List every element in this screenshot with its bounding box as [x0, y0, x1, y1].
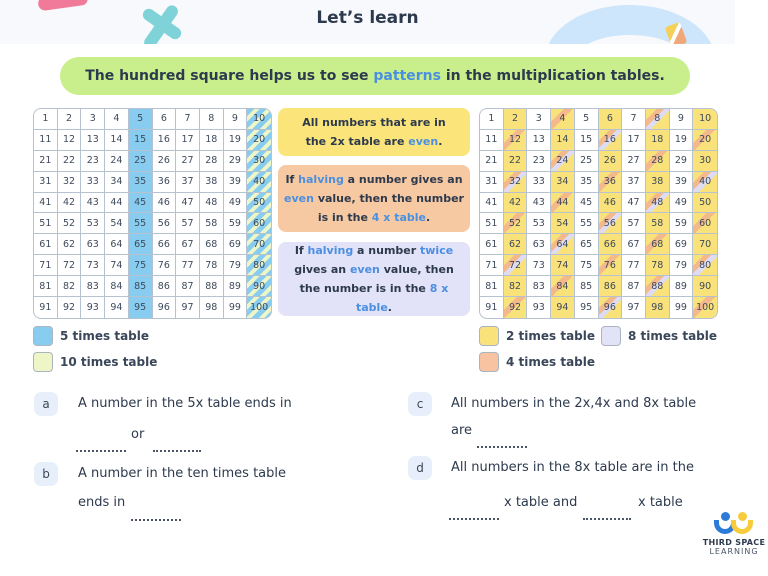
- grid-cell: 32: [504, 172, 528, 193]
- question-b-text-2: ends in: [78, 495, 126, 510]
- grid-cell: 87: [176, 276, 200, 297]
- grid-cell: 89: [224, 276, 248, 297]
- grid-cell: 42: [504, 193, 528, 214]
- grid-cell: 64: [105, 234, 129, 255]
- grid-cell: 69: [670, 234, 694, 255]
- grid-cell: 52: [504, 213, 528, 234]
- grid-cell: 31: [480, 172, 504, 193]
- grid-cell: 18: [200, 130, 224, 151]
- grid-cell: 38: [200, 172, 224, 193]
- grid-cell: 63: [527, 234, 551, 255]
- grid-cell: 54: [105, 213, 129, 234]
- grid-cell: 96: [599, 297, 623, 318]
- grid-cell: 66: [599, 234, 623, 255]
- grid-cell: 85: [129, 276, 153, 297]
- hundred-square-5-10: [33, 108, 272, 319]
- grid-cell: 21: [34, 151, 58, 172]
- grid-cell: 43: [81, 193, 105, 214]
- grid-cell: 85: [575, 276, 599, 297]
- grid-cell: 79: [224, 255, 248, 276]
- grid-cell: 6: [599, 109, 623, 130]
- grid-cell: 51: [480, 213, 504, 234]
- grid-cell: 63: [81, 234, 105, 255]
- grid-cell: 53: [81, 213, 105, 234]
- grid-cell: 74: [551, 255, 575, 276]
- grid-cell: 20: [247, 130, 271, 151]
- grid-cell: 27: [622, 151, 646, 172]
- banner-text: The hundred square helps us to see patterns in the multiplication tables.: [85, 68, 665, 84]
- grid-cell: 23: [527, 151, 551, 172]
- legend-swatch-orange: [479, 352, 499, 372]
- grid-cell: 39: [224, 172, 248, 193]
- grid-cell: 29: [670, 151, 694, 172]
- grid-cell: 56: [599, 213, 623, 234]
- question-d-end: x table: [638, 495, 683, 510]
- grid-cell: 28: [646, 151, 670, 172]
- legend-4-times-table: 4 times table: [479, 352, 595, 372]
- grid-cell: 97: [176, 297, 200, 318]
- info-box-2x-table: All numbers that are in the 2x table are even.: [278, 108, 470, 156]
- question-b-badge: b: [34, 462, 58, 486]
- grid-cell: 43: [527, 193, 551, 214]
- grid-cell: 86: [153, 276, 177, 297]
- legend-8-times-table: 8 times table: [601, 326, 717, 346]
- question-a-badge: a: [34, 392, 58, 416]
- grid-cell: 13: [81, 130, 105, 151]
- question-c-badge: c: [408, 392, 432, 416]
- grid-cell: 52: [58, 213, 82, 234]
- grid-cell: 51: [34, 213, 58, 234]
- grid-cell: 2: [58, 109, 82, 130]
- grid-cell: 65: [575, 234, 599, 255]
- grid-cell: 99: [224, 297, 248, 318]
- grid-cell: 95: [129, 297, 153, 318]
- grid-cell: 22: [58, 151, 82, 172]
- grid-cell: 53: [527, 213, 551, 234]
- grid-cell: 91: [34, 297, 58, 318]
- grid-cell: 92: [58, 297, 82, 318]
- grid-cell: 75: [575, 255, 599, 276]
- grid-cell: 78: [646, 255, 670, 276]
- grid-cell: 23: [81, 151, 105, 172]
- legend-swatch-yellow: [479, 326, 499, 346]
- answer-blank-b[interactable]: [131, 519, 181, 521]
- grid-cell: 36: [153, 172, 177, 193]
- grid-cell: 36: [599, 172, 623, 193]
- grid-cell: 96: [153, 297, 177, 318]
- answer-blank-c[interactable]: [477, 446, 527, 448]
- grid-cell: 83: [81, 276, 105, 297]
- grid-cell: 14: [551, 130, 575, 151]
- grid-cell: 15: [575, 130, 599, 151]
- grid-cell: 67: [176, 234, 200, 255]
- grid-cell: 68: [200, 234, 224, 255]
- answer-blank-d2[interactable]: [583, 518, 631, 520]
- grid-cell: 7: [176, 109, 200, 130]
- grid-cell: 29: [224, 151, 248, 172]
- grid-cell: 98: [646, 297, 670, 318]
- grid-cell: 93: [81, 297, 105, 318]
- grid-cell: 50: [693, 193, 717, 214]
- grid-cell: 8: [646, 109, 670, 130]
- grid-cell: 91: [480, 297, 504, 318]
- grid-cell: 99: [670, 297, 694, 318]
- grid-cell: 40: [693, 172, 717, 193]
- grid-cell: 37: [176, 172, 200, 193]
- question-a-or: or: [131, 427, 145, 442]
- grid-cell: 97: [622, 297, 646, 318]
- grid-cell: 77: [176, 255, 200, 276]
- grid-cell: 64: [551, 234, 575, 255]
- grid-cell: 47: [176, 193, 200, 214]
- grid-cell: 44: [551, 193, 575, 214]
- legend-swatch-lavender: [601, 326, 621, 346]
- grid-cell: 3: [527, 109, 551, 130]
- grid-cell: 89: [670, 276, 694, 297]
- grid-cell: 18: [646, 130, 670, 151]
- question-a-text: A number in the 5x table ends in: [78, 396, 292, 411]
- legend-2-times-table: 2 times table: [479, 326, 595, 346]
- answer-blank-d1[interactable]: [449, 518, 499, 520]
- grid-cell: 10: [247, 109, 271, 130]
- intro-banner: [60, 57, 690, 95]
- hundred-square-2-4-8: [479, 108, 718, 319]
- grid-cell: 39: [670, 172, 694, 193]
- grid-cell: 61: [480, 234, 504, 255]
- grid-cell: 10: [693, 109, 717, 130]
- grid-cell: 68: [646, 234, 670, 255]
- grid-cell: 90: [247, 276, 271, 297]
- grid-cell: 47: [622, 193, 646, 214]
- grid-cell: 17: [622, 130, 646, 151]
- grid-cell: 27: [176, 151, 200, 172]
- grid-cell: 35: [129, 172, 153, 193]
- grid-cell: 16: [153, 130, 177, 151]
- grid-cell: 57: [176, 213, 200, 234]
- grid-cell: 55: [129, 213, 153, 234]
- grid-cell: 94: [105, 297, 129, 318]
- grid-cell: 59: [670, 213, 694, 234]
- grid-cell: 82: [504, 276, 528, 297]
- grid-cell: 87: [622, 276, 646, 297]
- grid-cell: 22: [504, 151, 528, 172]
- grid-cell: 76: [599, 255, 623, 276]
- grid-cell: 57: [622, 213, 646, 234]
- grid-cell: 41: [34, 193, 58, 214]
- info-box-8x-table: If halving a number twice gives an even value, then the number is in the 8 x table.: [278, 242, 470, 316]
- grid-cell: 86: [599, 276, 623, 297]
- page-title: Let’s learn: [316, 8, 419, 28]
- grid-cell: 5: [575, 109, 599, 130]
- grid-cell: 20: [693, 130, 717, 151]
- grid-cell: 11: [480, 130, 504, 151]
- grid-cell: 34: [551, 172, 575, 193]
- grid-cell: 28: [200, 151, 224, 172]
- grid-cell: 5: [129, 109, 153, 130]
- answer-blank-a1[interactable]: [76, 450, 126, 452]
- grid-cell: 82: [58, 276, 82, 297]
- grid-cell: 55: [575, 213, 599, 234]
- grid-cell: 50: [247, 193, 271, 214]
- grid-cell: 56: [153, 213, 177, 234]
- grid-cell: 67: [622, 234, 646, 255]
- banner-highlight: patterns: [373, 68, 441, 84]
- legend-10-times-table: 10 times table: [33, 352, 157, 372]
- grid-cell: 34: [105, 172, 129, 193]
- grid-cell: 73: [81, 255, 105, 276]
- grid-cell: 1: [480, 109, 504, 130]
- grid-cell: 93: [527, 297, 551, 318]
- grid-cell: 16: [599, 130, 623, 151]
- grid-cell: 11: [34, 130, 58, 151]
- grid-cell: 71: [34, 255, 58, 276]
- grid-cell: 48: [200, 193, 224, 214]
- grid-cell: 45: [129, 193, 153, 214]
- grid-cell: 12: [504, 130, 528, 151]
- grid-cell: 42: [58, 193, 82, 214]
- question-c-text-2: are: [451, 423, 473, 438]
- grid-cell: 66: [153, 234, 177, 255]
- grid-cell: 92: [504, 297, 528, 318]
- grid-cell: 30: [693, 151, 717, 172]
- grid-cell: 59: [224, 213, 248, 234]
- grid-cell: 81: [480, 276, 504, 297]
- grid-cell: 33: [81, 172, 105, 193]
- grid-cell: 4: [105, 109, 129, 130]
- grid-cell: 2: [504, 109, 528, 130]
- grid-cell: 60: [693, 213, 717, 234]
- question-c-text: All numbers in the 2x,4x and 8x table: [451, 396, 697, 411]
- grid-cell: 80: [247, 255, 271, 276]
- grid-cell: 17: [176, 130, 200, 151]
- grid-cell: 32: [58, 172, 82, 193]
- grid-cell: 95: [575, 297, 599, 318]
- grid-cell: 78: [200, 255, 224, 276]
- grid-cell: 49: [670, 193, 694, 214]
- grid-cell: 79: [670, 255, 694, 276]
- grid-cell: 26: [153, 151, 177, 172]
- grid-cell: 70: [247, 234, 271, 255]
- grid-cell: 76: [153, 255, 177, 276]
- grid-cell: 90: [693, 276, 717, 297]
- legend-swatch-blue: [33, 326, 53, 346]
- grid-cell: 80: [693, 255, 717, 276]
- grid-cell: 38: [646, 172, 670, 193]
- grid-cell: 60: [247, 213, 271, 234]
- question-b-text: A number in the ten times table: [78, 466, 287, 481]
- grid-cell: 31: [34, 172, 58, 193]
- grid-cell: 40: [247, 172, 271, 193]
- grid-cell: 8: [200, 109, 224, 130]
- grid-cell: 100: [693, 297, 717, 318]
- grid-cell: 74: [105, 255, 129, 276]
- grid-cell: 48: [646, 193, 670, 214]
- grid-cell: 62: [504, 234, 528, 255]
- grid-cell: 100: [247, 297, 271, 318]
- grid-cell: 45: [575, 193, 599, 214]
- grid-cell: 62: [58, 234, 82, 255]
- grid-cell: 24: [551, 151, 575, 172]
- grid-cell: 24: [105, 151, 129, 172]
- grid-cell: 30: [247, 151, 271, 172]
- grid-cell: 19: [670, 130, 694, 151]
- grid-cell: 1: [34, 109, 58, 130]
- grid-cell: 58: [200, 213, 224, 234]
- grid-cell: 13: [527, 130, 551, 151]
- legend-swatch-pale-green: [33, 352, 53, 372]
- grid-cell: 12: [58, 130, 82, 151]
- page-header: [0, 0, 735, 44]
- grid-cell: 35: [575, 172, 599, 193]
- third-space-learning-logo: THIRD SPACE LEARNING: [700, 512, 768, 556]
- grid-cell: 58: [646, 213, 670, 234]
- grid-cell: 26: [599, 151, 623, 172]
- grid-cell: 46: [153, 193, 177, 214]
- grid-cell: 88: [200, 276, 224, 297]
- info-box-4x-table: If halving a number gives an even value, then the number is in the 4 x table.: [278, 165, 470, 232]
- grid-cell: 37: [622, 172, 646, 193]
- grid-cell: 9: [670, 109, 694, 130]
- grid-cell: 84: [105, 276, 129, 297]
- grid-cell: 75: [129, 255, 153, 276]
- grid-cell: 7: [622, 109, 646, 130]
- grid-cell: 9: [224, 109, 248, 130]
- grid-cell: 15: [129, 130, 153, 151]
- grid-cell: 46: [599, 193, 623, 214]
- answer-blank-a2[interactable]: [153, 450, 201, 452]
- grid-cell: 71: [480, 255, 504, 276]
- question-d-text: All numbers in the 8x table are in the: [451, 460, 694, 475]
- grid-cell: 84: [551, 276, 575, 297]
- question-d-mid: x table and: [504, 495, 578, 510]
- grid-cell: 61: [34, 234, 58, 255]
- grid-cell: 33: [527, 172, 551, 193]
- grid-cell: 88: [646, 276, 670, 297]
- grid-cell: 25: [129, 151, 153, 172]
- grid-cell: 44: [105, 193, 129, 214]
- grid-cell: 81: [34, 276, 58, 297]
- grid-cell: 21: [480, 151, 504, 172]
- question-d-badge: d: [408, 456, 432, 480]
- grid-cell: 94: [551, 297, 575, 318]
- grid-cell: 72: [504, 255, 528, 276]
- grid-cell: 3: [81, 109, 105, 130]
- grid-cell: 6: [153, 109, 177, 130]
- grid-cell: 54: [551, 213, 575, 234]
- legend-5-times-table: 5 times table: [33, 326, 149, 346]
- grid-cell: 49: [224, 193, 248, 214]
- grid-cell: 25: [575, 151, 599, 172]
- grid-cell: 83: [527, 276, 551, 297]
- grid-cell: 70: [693, 234, 717, 255]
- grid-cell: 41: [480, 193, 504, 214]
- grid-cell: 77: [622, 255, 646, 276]
- grid-cell: 65: [129, 234, 153, 255]
- grid-cell: 98: [200, 297, 224, 318]
- grid-cell: 19: [224, 130, 248, 151]
- grid-cell: 69: [224, 234, 248, 255]
- logo-icon: [709, 512, 759, 538]
- grid-cell: 72: [58, 255, 82, 276]
- grid-cell: 73: [527, 255, 551, 276]
- grid-cell: 14: [105, 130, 129, 151]
- grid-cell: 4: [551, 109, 575, 130]
